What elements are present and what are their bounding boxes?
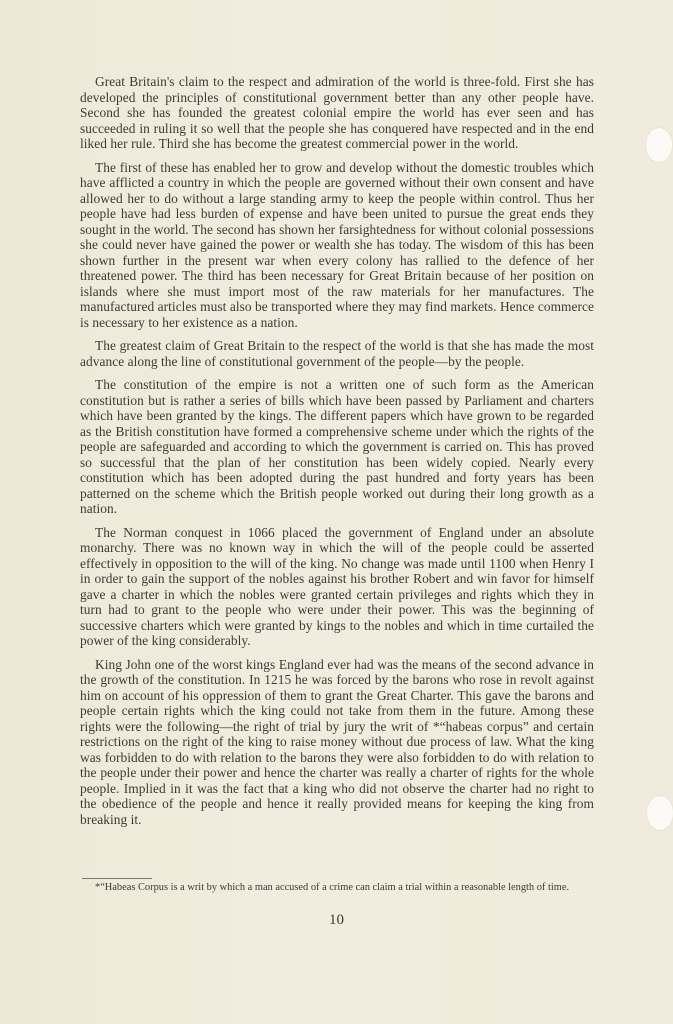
paragraph-2: The first of these has enabled her to grow and develop without the domestic troubles which have afflicted a country in which the people are governed without their own consent and have allowed her to do without a large standing army to keep the people within control. Thus her people have had less burden of expense and have been united to pursue the great ends they sought in the world. The second has shown her farsightedness for without colonial possessions she could never have gained the power or wealth she has today. The wisdom of this has been shown further in the present war when every colony has rallied to the defence of her threatened power. The third has been necessary for Great Britain because of her position on islands where she must import most of the raw materials for her manufactures. The manufactured articles must also be transported where they may find markets. Hence commerce is necessary to her existence as a nation. <box>80 159 594 330</box>
punch-hole-top <box>646 128 672 162</box>
footnote: *“Habeas Corpus is a writ by which a man accused of a crime can claim a trial within a reasonable length of time. <box>95 882 570 893</box>
paragraph-6: King John one of the worst kings England ever had was the means of the second advance in the growth of the constitution. In 1215 he was forced by the barons who rose in revolt against him on account of his oppression of them to grant the Great Charter. This gave the barons and people certain rights which the king could not take from them in the future. Among these rights were the following—the right of trial by jury the writ of *“habeas corpus” and certain restrictions on the right of the king to raise money without due process of law. What the king was forbidden to do with relation to the barons they were also forbidden to do with relation to the people under their power and hence the charter was really a charter of rights for the whole people. Implied in it was the fact that a king who did not observe the charter had no right to the obedience of the people and hence it really provided means for keeping the king from breaking it. <box>80 656 594 827</box>
page-number: 10 <box>329 912 344 928</box>
paragraph-4: The constitution of the empire is not a written one of such form as the American constitution but is rather a series of bills which have been passed by Parliament and charters which have been granted by the kings. The different papers which have grown to be regarded as the British constitution have formed a comprehensive scheme under which the rights of the people are safeguarded and according to which the government is carried on. This has proved so successful that the plan of her constitution has been widely copied. Nearly every constitution which has been adopted during the past hundred and forty years has been patterned on the scheme which the British people worked out during their long growth as a nation. <box>80 377 594 516</box>
paragraph-3: The greatest claim of Great Britain to the respect of the world is that she has made the most advance along the line of constitutional government of the people—by the people. <box>80 338 594 369</box>
body-text <box>80 74 594 835</box>
paragraph-1: Great Britain's claim to the respect and admiration of the world is three-fold. First she has developed the principles of constitutional government better than any other people have. Second she has founded the greatest colonial empire the world has ever seen and has succeeded in ruling it so well that the people she has conquered have respected and in the end liked her rule. Third she has become the greatest commercial power in the world. <box>80 74 594 151</box>
punch-hole-bottom <box>647 796 673 830</box>
footnote-divider <box>82 878 152 879</box>
paragraph-5: The Norman conquest in 1066 placed the government of England under an absolute monarchy. There was no known way in which the will of the people could be asserted effectively in opposition to the will of the king. No change was made until 1100 when Henry I in order to gain the support of the nobles against his brother Robert and win favor for himself gave a charter in which the nobles were granted certain privileges and rights which they in turn had to grant to the people who were under their power. This was the beginning of successive charters which were granted by kings to the nobles and which in time curtailed the power of the king considerably. <box>80 524 594 648</box>
